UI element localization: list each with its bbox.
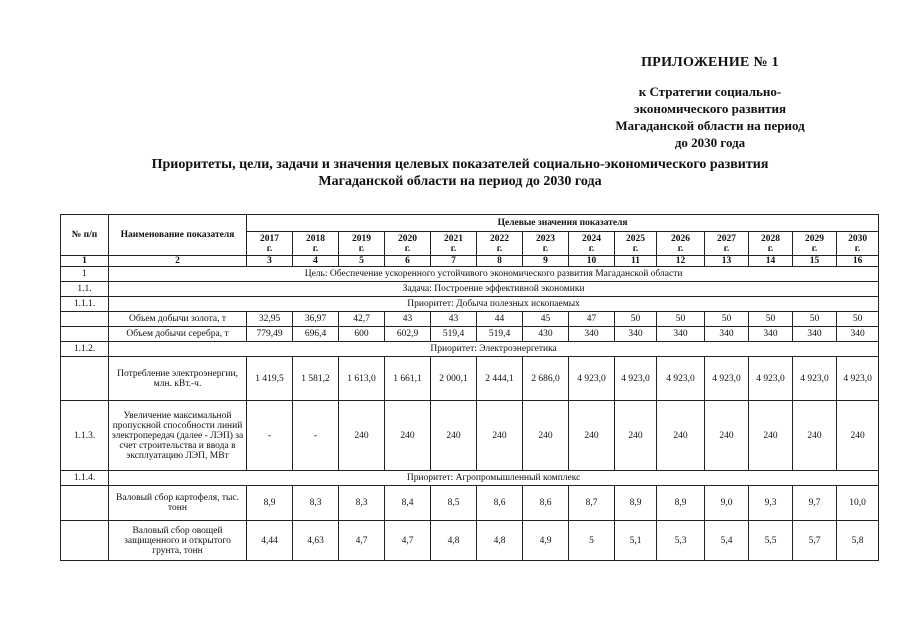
column-number: 4	[293, 256, 339, 267]
year-value: 2020	[398, 233, 417, 244]
value-cell: 8,6	[477, 486, 523, 521]
value-cell: 5,3	[657, 521, 705, 561]
header-row	[61, 215, 879, 232]
year-value: 2030	[848, 233, 868, 244]
value-cell: 4 923,0	[793, 357, 837, 401]
appendix-subtitle-line: до 2030 года	[674, 135, 746, 150]
appendix-subtitle	[560, 83, 860, 151]
value-cell: 9,3	[749, 486, 793, 521]
year-suffix: г.	[632, 243, 639, 254]
value-cell: 340	[705, 327, 749, 342]
column-number: 16	[837, 256, 879, 267]
document-title	[60, 156, 860, 190]
value-cell: 50	[615, 312, 657, 327]
value-cell: 8,5	[431, 486, 477, 521]
value-cell: 600	[339, 327, 385, 342]
indicator-name: Объем добычи золота, т	[109, 312, 247, 327]
column-number: 3	[247, 256, 293, 267]
year-suffix: г.	[312, 243, 319, 254]
section-row	[61, 297, 879, 312]
table-row	[61, 486, 879, 521]
column-number-row	[61, 256, 879, 267]
section-row	[61, 282, 879, 297]
section-title: Цель: Обеспечение ускоренного устойчивого экономического развития Магаданской области	[109, 267, 879, 282]
value-cell: 340	[793, 327, 837, 342]
value-cell: 50	[749, 312, 793, 327]
value-cell: 43	[385, 312, 431, 327]
year-cell	[339, 232, 385, 256]
row-number	[61, 357, 109, 401]
value-cell: 8,9	[615, 486, 657, 521]
value-cell: 779,49	[247, 327, 293, 342]
value-cell: 8,3	[339, 486, 385, 521]
year-suffix: г.	[266, 243, 273, 254]
table-row	[61, 327, 879, 342]
value-cell: -	[247, 401, 293, 471]
value-cell: 50	[705, 312, 749, 327]
value-cell: 240	[615, 401, 657, 471]
section-row	[61, 471, 879, 486]
value-cell: 5,7	[793, 521, 837, 561]
row-number	[61, 327, 109, 342]
value-cell: 602,9	[385, 327, 431, 342]
value-cell: 240	[793, 401, 837, 471]
value-cell: 4 923,0	[837, 357, 879, 401]
value-cell: 8,7	[569, 486, 615, 521]
document-title-line: Приоритеты, цели, задачи и значения целевых показателей социально-экономического развития	[151, 157, 769, 172]
value-cell: 44	[477, 312, 523, 327]
column-number: 9	[523, 256, 569, 267]
column-number: 15	[793, 256, 837, 267]
year-value: 2021	[444, 233, 463, 244]
row-number: 1.1.2.	[61, 342, 109, 357]
year-suffix: г.	[358, 243, 365, 254]
value-cell: 340	[749, 327, 793, 342]
year-suffix: г.	[677, 243, 684, 254]
year-cell	[569, 232, 615, 256]
header-num: № п/п	[61, 215, 109, 256]
appendix-block	[560, 54, 860, 151]
value-cell: 1 613,0	[339, 357, 385, 401]
value-cell: -	[293, 401, 339, 471]
value-cell: 240	[837, 401, 879, 471]
row-number: 1.1.4.	[61, 471, 109, 486]
year-suffix: г.	[723, 243, 730, 254]
appendix-subtitle-line: Магаданской области на период	[615, 118, 805, 133]
year-value: 2022	[490, 233, 509, 244]
year-cell	[705, 232, 749, 256]
value-cell: 45	[523, 312, 569, 327]
year-cell	[247, 232, 293, 256]
section-title: Приоритет: Добыча полезных ископаемых	[109, 297, 879, 312]
document-title-line: Магаданской области на период до 2030 года	[318, 174, 602, 189]
year-cell	[837, 232, 879, 256]
value-cell: 240	[705, 401, 749, 471]
year-value: 2017	[260, 233, 279, 244]
indicators-table	[60, 214, 879, 561]
year-cell	[385, 232, 431, 256]
column-number: 5	[339, 256, 385, 267]
indicator-name: Увеличение максимальной пропускной способности линий электропередач (далее - ЛЭП) за счет строительства и ввода в эксплуатацию ЛЭП, МВт	[109, 401, 247, 471]
year-cell	[749, 232, 793, 256]
value-cell: 5,5	[749, 521, 793, 561]
year-cell	[477, 232, 523, 256]
indicator-name: Валовый сбор картофеля, тыс. тонн	[109, 486, 247, 521]
section-row	[61, 267, 879, 282]
section-title: Задача: Построение эффективной экономики	[109, 282, 879, 297]
value-cell: 5,8	[837, 521, 879, 561]
table-row	[61, 401, 879, 471]
value-cell: 5	[569, 521, 615, 561]
year-cell	[293, 232, 339, 256]
value-cell: 4,8	[431, 521, 477, 561]
value-cell: 8,6	[523, 486, 569, 521]
year-cell	[615, 232, 657, 256]
section-title: Приоритет: Агропромышленный комплекс	[109, 471, 879, 486]
value-cell: 50	[657, 312, 705, 327]
row-number	[61, 521, 109, 561]
year-cell	[523, 232, 569, 256]
column-number: 2	[109, 256, 247, 267]
value-cell: 240	[385, 401, 431, 471]
indicator-name: Валовый сбор овощей защищенного и открытого грунта, тонн	[109, 521, 247, 561]
value-cell: 1 581,2	[293, 357, 339, 401]
row-number: 1	[61, 267, 109, 282]
column-number: 13	[705, 256, 749, 267]
year-suffix: г.	[811, 243, 818, 254]
year-value: 2023	[536, 233, 555, 244]
value-cell: 519,4	[431, 327, 477, 342]
value-cell: 8,3	[293, 486, 339, 521]
value-cell: 1 661,1	[385, 357, 431, 401]
value-cell: 42,7	[339, 312, 385, 327]
value-cell: 430	[523, 327, 569, 342]
indicator-name: Потребление электроэнергии, млн. кВт.-ч.	[109, 357, 247, 401]
appendix-subtitle-line: к Стратегии социально-	[638, 84, 782, 99]
year-value: 2027	[717, 233, 736, 244]
value-cell: 47	[569, 312, 615, 327]
value-cell: 10,0	[837, 486, 879, 521]
appendix-number: ПРИЛОЖЕНИЕ № 1	[641, 55, 779, 70]
value-cell: 4,63	[293, 521, 339, 561]
value-cell: 4,7	[339, 521, 385, 561]
row-number: 1.1.3.	[61, 401, 109, 471]
row-number	[61, 312, 109, 327]
value-cell: 240	[523, 401, 569, 471]
value-cell: 4 923,0	[749, 357, 793, 401]
section-title: Приоритет: Электроэнергетика	[109, 342, 879, 357]
value-cell: 240	[431, 401, 477, 471]
indicator-name: Объем добычи серебра, т	[109, 327, 247, 342]
value-cell: 4 923,0	[657, 357, 705, 401]
value-cell: 340	[837, 327, 879, 342]
value-cell: 43	[431, 312, 477, 327]
value-cell: 240	[749, 401, 793, 471]
value-cell: 240	[569, 401, 615, 471]
column-number: 11	[615, 256, 657, 267]
value-cell: 50	[837, 312, 879, 327]
year-value: 2028	[761, 233, 780, 244]
column-number: 6	[385, 256, 431, 267]
value-cell: 9,0	[705, 486, 749, 521]
header-targets: Целевые значения показателя	[247, 215, 879, 232]
row-number	[61, 486, 109, 521]
section-row	[61, 342, 879, 357]
value-cell: 240	[477, 401, 523, 471]
value-cell: 8,9	[657, 486, 705, 521]
year-value: 2018	[306, 233, 325, 244]
row-number: 1.1.1.	[61, 297, 109, 312]
column-number: 7	[431, 256, 477, 267]
value-cell: 4,8	[477, 521, 523, 561]
value-cell: 4 923,0	[569, 357, 615, 401]
value-cell: 696,4	[293, 327, 339, 342]
year-suffix: г.	[588, 243, 595, 254]
value-cell: 5,1	[615, 521, 657, 561]
column-number: 8	[477, 256, 523, 267]
year-suffix: г.	[496, 243, 503, 254]
value-cell: 32,95	[247, 312, 293, 327]
year-value: 2029	[805, 233, 824, 244]
value-cell: 8,4	[385, 486, 431, 521]
column-number: 12	[657, 256, 705, 267]
table-row	[61, 357, 879, 401]
value-cell: 2 444,1	[477, 357, 523, 401]
value-cell: 240	[657, 401, 705, 471]
year-value: 2024	[582, 233, 601, 244]
table-row	[61, 312, 879, 327]
column-number: 10	[569, 256, 615, 267]
year-cell	[431, 232, 477, 256]
value-cell: 36,97	[293, 312, 339, 327]
value-cell: 2 686,0	[523, 357, 569, 401]
value-cell: 340	[657, 327, 705, 342]
value-cell: 4,9	[523, 521, 569, 561]
table-row	[61, 521, 879, 561]
value-cell: 9,7	[793, 486, 837, 521]
appendix-subtitle-line: экономического развития	[633, 101, 787, 116]
year-suffix: г.	[542, 243, 549, 254]
value-cell: 5,4	[705, 521, 749, 561]
year-suffix: г.	[450, 243, 457, 254]
year-suffix: г.	[404, 243, 411, 254]
year-cell	[657, 232, 705, 256]
year-cell	[793, 232, 837, 256]
value-cell: 1 419,5	[247, 357, 293, 401]
value-cell: 4,7	[385, 521, 431, 561]
value-cell: 4 923,0	[615, 357, 657, 401]
value-cell: 2 000,1	[431, 357, 477, 401]
year-suffix: г.	[767, 243, 774, 254]
value-cell: 240	[339, 401, 385, 471]
year-suffix: г.	[854, 243, 861, 254]
row-number: 1.1.	[61, 282, 109, 297]
value-cell: 519,4	[477, 327, 523, 342]
value-cell: 50	[793, 312, 837, 327]
column-number: 1	[61, 256, 109, 267]
year-value: 2019	[352, 233, 371, 244]
column-number: 14	[749, 256, 793, 267]
value-cell: 340	[615, 327, 657, 342]
value-cell: 8,9	[247, 486, 293, 521]
value-cell: 4 923,0	[705, 357, 749, 401]
value-cell: 4,44	[247, 521, 293, 561]
header-name: Наименование показателя	[109, 215, 247, 256]
value-cell: 340	[569, 327, 615, 342]
year-value: 2025	[626, 233, 645, 244]
year-value: 2026	[671, 233, 690, 244]
